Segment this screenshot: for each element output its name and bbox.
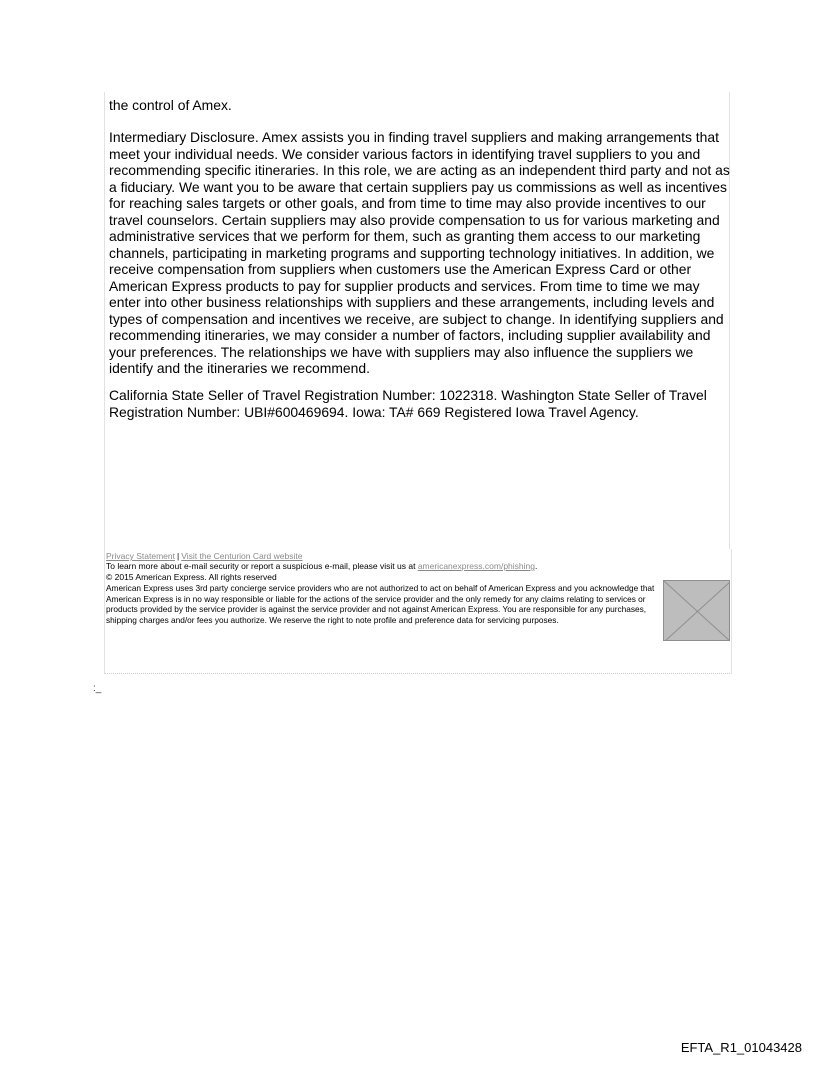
email-body [104,92,730,549]
phishing-end: . [534,561,538,571]
paragraph-intermediary-disclosure: Intermediary Disclosure. Amex assists you in finding travel suppliers and making arrangements that meet your individual needs. We consider various factors in identifying travel suppliers to you and recommending specific itineraries. In this role, we are acting as an independent third party and not as a fiduciary. We want you to be aware that certain suppliers pay us commissions as well as incentives for reaching sales targets or other goals, and from time to time may also provide incentives to our travel counselors. Certain suppliers may also provide compensation to us for various marketing and administrative services that we perform for them, such as granting them access to our marketing channels, participating in marketing programs and supporting technology initiatives. In addition, we receive compensation from suppliers when customers use the American Express Card or other American Express products to pay for supplier products and services. From time to time we may enter into other business relationships with suppliers and these arrangements, including levels and types of compensation and incentives we receive, are subject to change. In identifying suppliers and recommending itineraries, we may consider a number of factors, including supplier availability and your preferences. The relationships we have with suppliers may also influence the suppliers we identify and the itineraries we recommend. [109,129,730,376]
phishing-text: To learn more about e-mail security or report a suspicious e-mail, please visit us at [106,561,416,571]
broken-image-graphic [664,581,730,641]
centurion-card-link[interactable]: Visit the Centurion Card website [181,551,303,561]
link-separator: | [176,551,180,561]
footer-links [106,551,302,561]
broken-image-icon [663,580,730,641]
phishing-link[interactable]: americanexpress.com/phishing [417,561,535,571]
paragraph-registration: California State Seller of Travel Registration Number: 1022318. Washington State Seller of Travel Registration Number: UBI#600469694. Iowa: TA# 669 Registered Iowa Travel Agency. [109,387,707,420]
document-id: EFTA_R1_01043428 [680,1040,802,1055]
stray-mark: :_ [93,683,102,694]
privacy-statement-link[interactable]: Privacy Statement [106,551,175,561]
email-footer [104,549,732,674]
concierge-disclaimer: American Express uses 3rd party concierge service providers who are not authorized to act on behalf of American Express and you acknowledge that American Express is in no way responsible or liable for the actions of the service provider and the only remedy for any claims relating to services or products provided by the service provider is against the service provider and not against American Express. You are responsible for any purchases, shipping charges and/or fees you authorize. We reserve the right to note profile and preference data for servicing purposes. [106,583,655,625]
paragraph-control: the control of Amex. [109,97,232,113]
copyright-notice: © 2015 American Express. All rights reserved [106,572,277,582]
phishing-notice [106,561,706,571]
